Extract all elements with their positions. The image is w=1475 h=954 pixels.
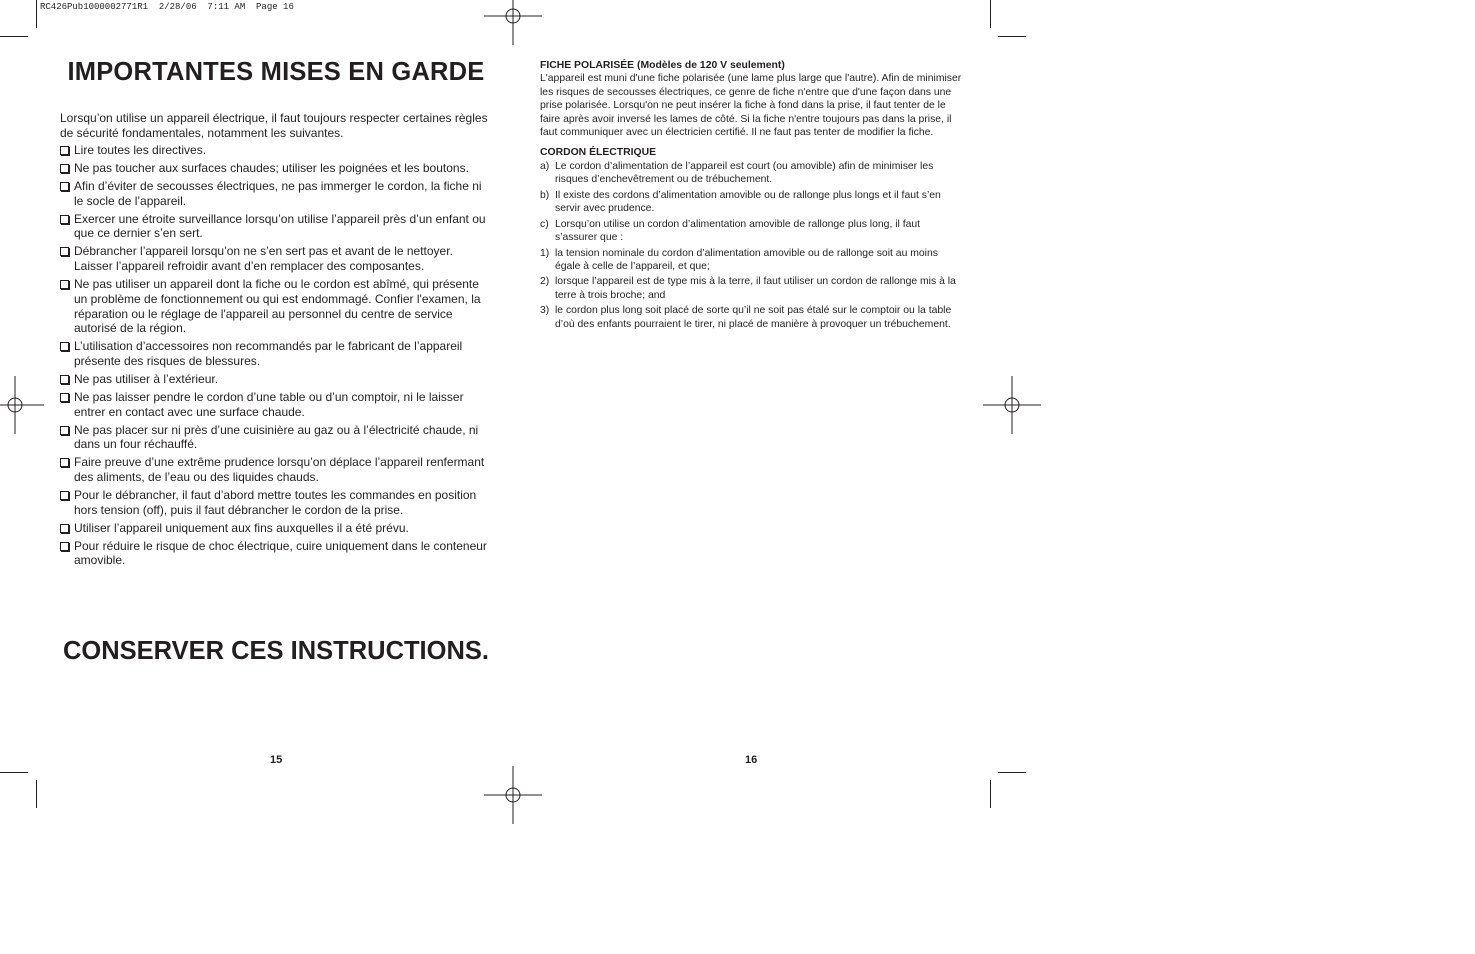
checkbox-bullet-icon	[60, 393, 69, 402]
list-item	[60, 455, 492, 484]
list-item	[60, 372, 492, 387]
list-item-text: Utiliser l’appareil uniquement aux fins auxquelles il a été prévu.	[74, 520, 409, 535]
print-slug: RC426Pub1000002771R1 2/28/06 7:11 AM Page 16	[40, 2, 294, 12]
crop-mark	[998, 772, 1026, 773]
checkbox-bullet-icon	[60, 215, 69, 224]
list-item	[60, 339, 492, 368]
checkbox-bullet-icon	[60, 280, 69, 289]
fiche-paragraph: L'appareil est muni d'une fiche polarisée (une lame plus large que l'autre). Afin de minimiser les risques de secousses électriques, ce genre de fiche n'entre que d'une façon dans une prise polarisée. Lorsqu'on ne peut insérer la fiche à fond dans la prise, il faut tenter de le faire après avoir inversé les lames de côté. Si la fiche n'entre toujours pas dans la prise, il faut communiquer avec un électricien certifié. Il ne faut pas tenter de modifier la fiche.	[540, 73, 962, 139]
list-item	[60, 390, 492, 419]
list-item-text: Afin d’éviter de secousses électriques, ne pas immerger le cordon, la fiche ni le socle de l’appareil.	[74, 179, 482, 208]
registration-mark-icon	[484, 766, 542, 824]
page-title: IMPORTANTES MISES EN GARDE	[67, 58, 485, 86]
list-item-text: Ne pas utiliser à l’extérieur.	[74, 371, 219, 386]
list-item-text: Ne pas laisser pendre le cordon d’une table ou d’un comptoir, ni le laisser entrer en contact avec une surface chaude.	[74, 389, 464, 419]
list-item	[60, 277, 492, 336]
list-item-text: le cordon plus long soit placé de sorte qu’il ne soit pas étalé sur le comptoir ou la table d’où des enfants pourraient le tirer, ni placé de manière à provoquer un trébuchement.	[555, 305, 952, 330]
crop-mark	[990, 0, 991, 28]
checkbox-bullet-icon	[60, 182, 69, 191]
list-item-text: Exercer une étroite surveillance lorsqu’on utilise l’appareil près d’un enfant ou que ce dernier s’en sert.	[74, 211, 486, 241]
checkbox-bullet-icon	[60, 375, 69, 384]
checkbox-bullet-icon	[60, 146, 69, 155]
list-marker: c)	[540, 218, 549, 230]
list-item	[60, 143, 492, 158]
list-item	[60, 244, 492, 273]
list-marker: 1)	[540, 247, 550, 259]
cordon-list	[540, 160, 965, 331]
list-item	[60, 488, 492, 517]
list-item-text: Pour le débrancher, il faut d’abord mettre toutes les commandes en position hors tension (off), puis il faut débrancher le cordon de la prise.	[74, 488, 477, 517]
list-marker: 2)	[540, 276, 550, 288]
safety-list	[60, 143, 492, 568]
registration-mark-icon	[484, 0, 542, 45]
cordon-heading: CORDON ÉLECTRIQUE	[540, 147, 657, 159]
list-item-text: Pour réduire le risque de choc électrique, cuire uniquement dans le conteneur amovible.	[74, 538, 487, 568]
checkbox-bullet-icon	[60, 342, 69, 351]
list-item	[540, 275, 965, 302]
checkbox-bullet-icon	[60, 426, 69, 435]
list-item-text: Ne pas utiliser un appareil dont la fiche ou le cordon est abîmé, qui présente un problème de fonctionnement ou qui est endommagé. Confier l'examen, la réparation ou le réglage de l'appareil au personnel du centre de service autorisé de la région.	[74, 277, 481, 336]
intro-paragraph: Lorsqu’on utilise un appareil électrique, il faut toujours respecter certaines règles de sécurité fondamentales, notamment les suivantes.	[60, 111, 488, 140]
list-item	[60, 539, 492, 568]
crop-mark	[36, 0, 37, 28]
checkbox-bullet-icon	[60, 247, 69, 256]
conserver-heading: CONSERVER CES INSTRUCTIONS.	[62, 637, 489, 665]
checkbox-bullet-icon	[60, 524, 69, 533]
crop-mark	[990, 780, 991, 808]
checkbox-bullet-icon	[60, 491, 69, 500]
fiche-heading: FICHE POLARISÉE (Modèles de 120 V seulement)	[540, 60, 785, 71]
checkbox-bullet-icon	[60, 164, 69, 173]
list-item	[60, 179, 492, 208]
registration-mark-icon	[0, 376, 44, 434]
crop-mark	[998, 36, 1026, 37]
list-item	[540, 304, 965, 331]
list-marker: a)	[540, 160, 550, 172]
right-page	[540, 59, 965, 333]
crop-mark	[0, 36, 28, 37]
list-item	[540, 189, 965, 216]
list-item-text: Lire toutes les directives.	[74, 143, 207, 157]
list-item	[60, 423, 492, 452]
list-item	[60, 161, 492, 176]
list-item	[540, 218, 965, 245]
list-item-text: Faire preuve d’une extrême prudence lorsqu’on déplace l’appareil renfermant des aliments, de l’eau ou des liquides chauds.	[74, 455, 485, 485]
crop-mark	[36, 780, 37, 808]
list-item-text: Lorsqu’on utilise un cordon d’alimentation amovible de rallonge plus long, il faut s’assurer que :	[555, 218, 921, 244]
list-item-text: Ne pas toucher aux surfaces chaudes; utiliser les poignées et les boutons.	[74, 161, 469, 175]
checkbox-bullet-icon	[60, 458, 69, 467]
list-item	[540, 160, 965, 187]
list-item-text: L’utilisation d’accessoires non recommandés par le fabricant de l’appareil présente des risques de blessures.	[74, 339, 463, 368]
left-page	[60, 58, 492, 571]
page-number-left: 15	[270, 754, 283, 766]
list-item-text: la tension nominale du cordon d’alimentation amovible ou de rallonge soit au moins égale à celle de l’appareil, et que;	[555, 247, 938, 272]
list-item-text: Ne pas placer sur ni près d’une cuisinière au gaz ou à l’électricité chaude, ni dans un four réchauffé.	[74, 422, 479, 452]
crop-mark	[0, 772, 28, 773]
list-item-text: Débrancher l’appareil lorsqu’on ne s’en sert pas et avant de le nettoyer. Laisser l’appareil refroidir avant d’en remplacer des composantes.	[74, 244, 453, 274]
list-item-text: Il existe des cordons d’alimentation amovible ou de rallonge plus longs et il faut s’en servir avec prudence.	[555, 189, 941, 215]
list-item	[540, 247, 965, 274]
list-marker: 3)	[540, 305, 550, 317]
list-item	[60, 212, 492, 241]
page-number-right: 16	[745, 754, 758, 766]
checkbox-bullet-icon	[60, 542, 69, 551]
list-item-text: lorsque l’appareil est de type mis à la terre, il faut utiliser un cordon de rallonge mis à la terre à trois broche; and	[555, 276, 956, 301]
list-item-text: Le cordon d’alimentation de l’appareil est court (ou amovible) afin de minimiser les risques d’enchevêtrement ou de trébuchement.	[555, 160, 934, 186]
list-item	[60, 521, 492, 536]
registration-mark-icon	[983, 376, 1041, 434]
list-marker: b)	[540, 189, 550, 201]
